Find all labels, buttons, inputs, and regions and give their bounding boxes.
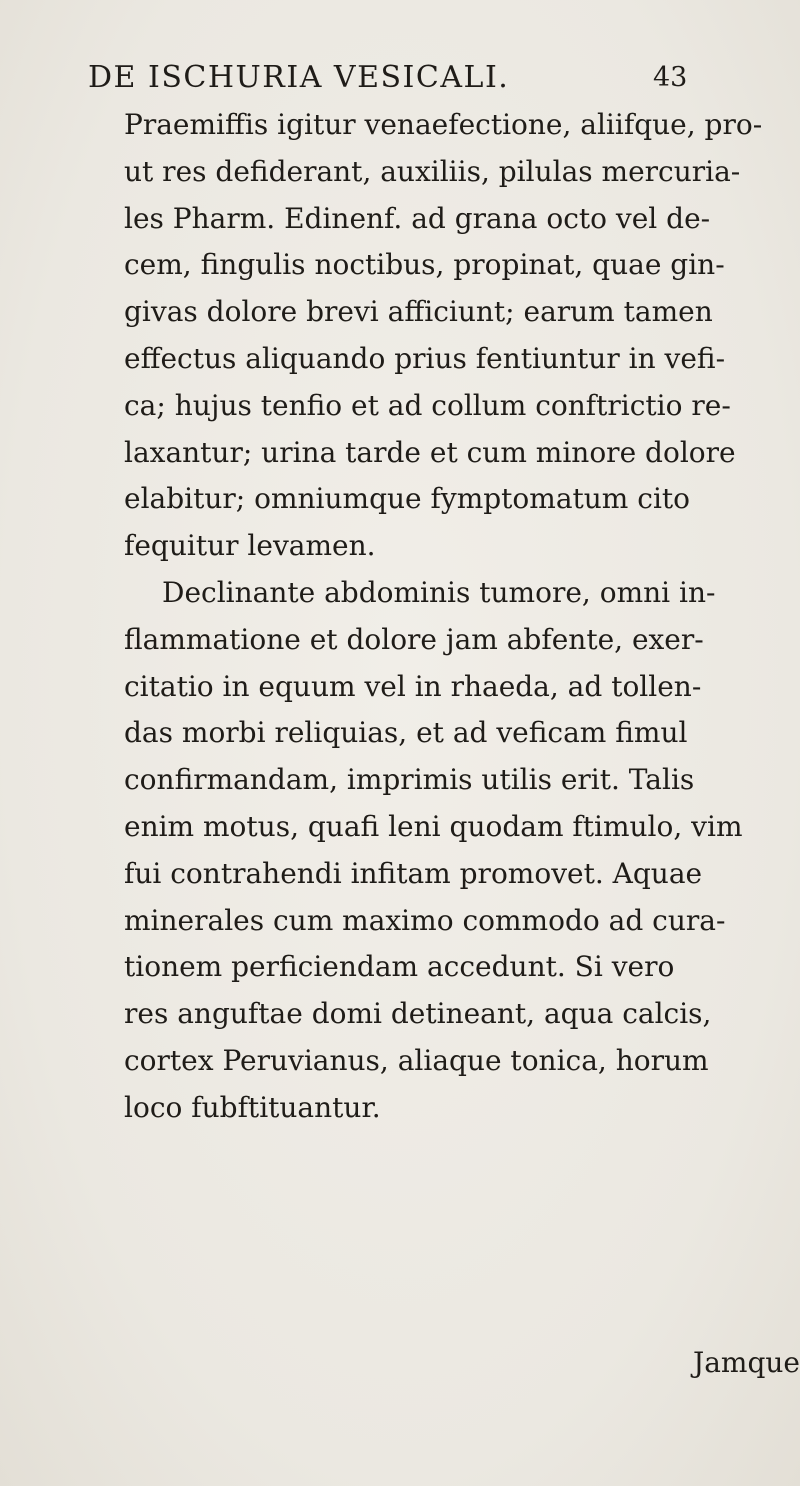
text-line: elabitur; omniumque fymptomatum cito [124, 482, 691, 516]
running-head [88, 56, 688, 100]
text-line: flammatione et dolore jam abfente, exer- [124, 622, 704, 656]
text-line: tionem perficiendam accedunt. Si vero [124, 950, 675, 984]
text-line: les Pharm. Edinenf. ad grana octo vel de- [124, 201, 711, 235]
text-line: givas dolore brevi afficiunt; earum tamen [124, 295, 713, 329]
body-text [124, 102, 774, 1132]
paragraph-first-line: Declinante abdominis tumore, omni in- [162, 575, 716, 609]
text-line: minerales cum maximo commodo ad cura- [124, 903, 726, 937]
text-line: fui contrahendi infitam promovet. Aquae [124, 856, 703, 890]
text-line: confirmandam, imprimis utilis erit. Talis [124, 763, 695, 797]
text-line: loco fubftituantur. [124, 1090, 381, 1124]
page-number: 43 [653, 62, 688, 93]
text-line: laxantur; urina tarde et cum minore dolore [124, 435, 736, 469]
catchword: Jamque [693, 1346, 800, 1379]
running-title: DE ISCHURIA VESICALI. [88, 60, 510, 95]
text-line: enim motus, quafi leni quodam ftimulo, vim [124, 809, 743, 843]
text-line: das morbi reliquias, et ad veficam fimul [124, 716, 688, 750]
text-line: effectus aliquando prius fentiuntur in vefi- [124, 341, 726, 375]
text-line: citatio in equum vel in rhaeda, ad tollen- [124, 669, 702, 703]
text-line: fequitur levamen. [124, 529, 376, 563]
text-line: cem, fingulis noctibus, propinat, quae gin- [124, 248, 725, 282]
text-line: ca; hujus tenfio et ad collum conftrictio re- [124, 388, 731, 422]
text-line: ut res defiderant, auxiliis, pilulas mercuria- [124, 154, 741, 188]
text-line: Praemiffis igitur venaefectione, aliifque, pro- [124, 108, 763, 141]
text-line: cortex Peruvianus, aliaque tonica, horum [124, 1043, 709, 1077]
text-line: res anguftae domi detineant, aqua calcis, [124, 997, 712, 1031]
